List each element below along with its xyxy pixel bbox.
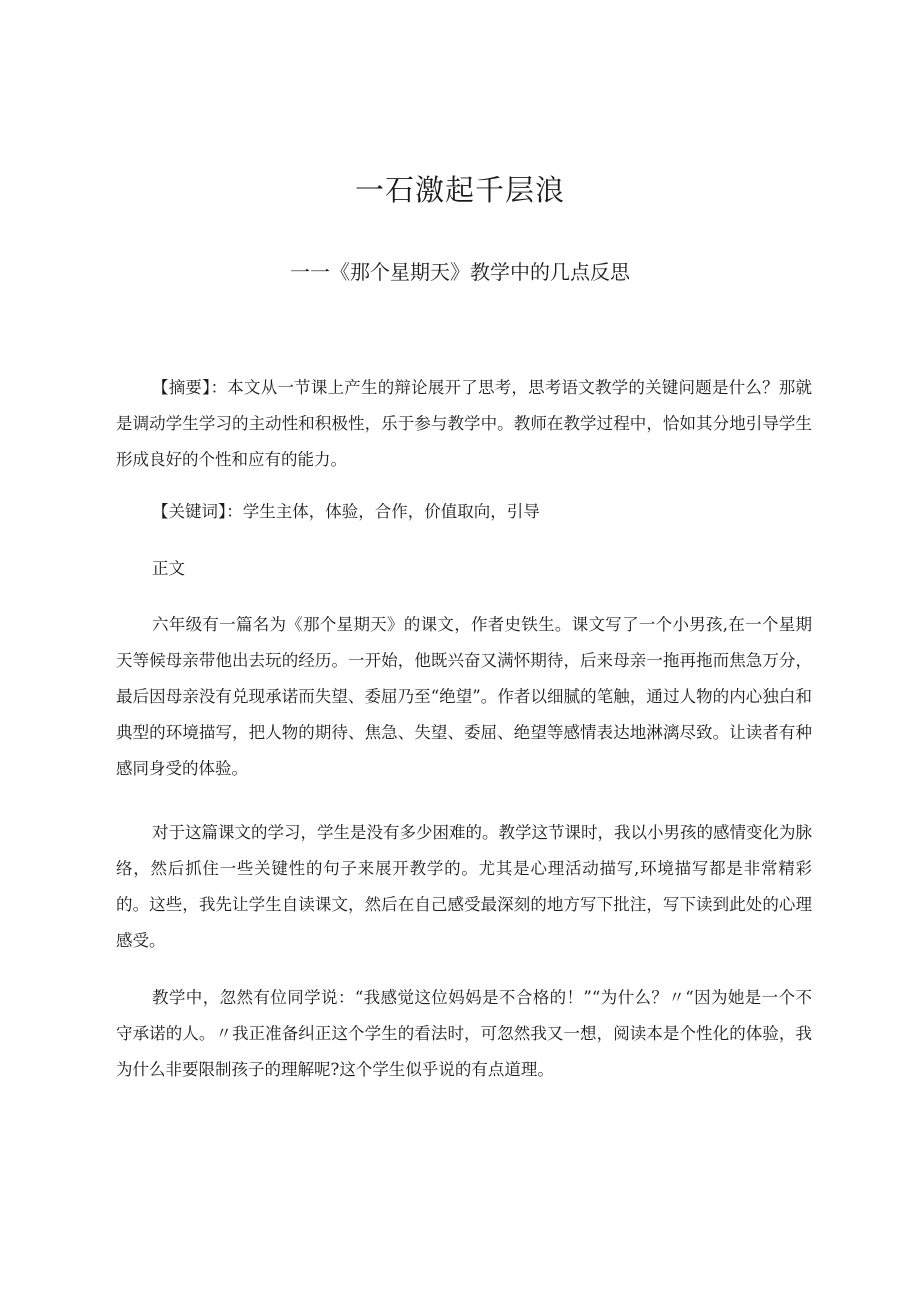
body-paragraph: 六年级有一篇名为《那个星期天》的课文，作者史铁生。课文写了一个小男孩,在一个星期天等候母亲带他出去玩的经历。一开始，他既兴奋又满怀期待，后来母亲一拖再拖而焦急万分，最后因母亲没有兑现承诺而失望、委屈乃至“绝望”。作者以细腻的笔触，通过人物的内心独白和典型的环境描写，把人物的期待、焦急、失望、委屈、绝望等感情表达地淋漓尽致。让读者有种感同身受的体验。 [116,615,812,778]
body-section-label: 正文 [152,559,185,578]
document-subtitle: 一一《那个星期天》教学中的几点反思 [290,260,630,284]
abstract-paragraph: 【摘要】：本文从一节课上产生的辩论展开了思考，思考语文教学的关键问题是什么？那就是调动学生学习的主动性和积极性，乐于参与教学中。教师在教学过程中，恰如其分地引导学生形成良好的个性和应有的能力。 [116,378,812,469]
body-paragraph: 教学中，忽然有位同学说：“我感觉这位妈妈是不合格的！”“为什么？〃“因为她是一个不守承诺的人。〃我正准备纠正这个学生的看法时，可忽然我又一想，阅读本是个性化的体验，我为什么非要限制孩子的理解呢?这个学生似乎说的有点道理。 [116,988,812,1079]
keywords-paragraph: 【关键词】：学生主体，体验，合作，价值取向，引导 [152,502,540,521]
document-title: 一石激起千层浪 [354,173,565,207]
body-paragraph: 对于这篇课文的学习，学生是没有多少困难的。教学这节课时，我以小男孩的感情变化为脉络，然后抓住一些关键性的句子来展开教学的。尤其是心理活动描写,环境描写都是非常精彩的。这些，我先让学生自读课文，然后在自己感受最深刻的地方写下批注，写下读到此处的心理感受。 [116,823,812,950]
